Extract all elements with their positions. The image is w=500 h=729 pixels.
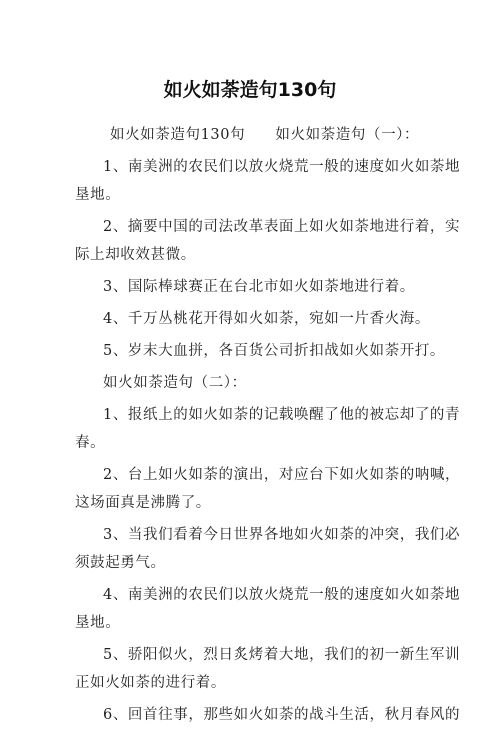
- paragraph-11: [75, 701, 461, 729]
- paragraph-line: 5、岁末大血拼，各百货公司折扣战如火如荼开打。: [103, 343, 446, 359]
- paragraph-8: [75, 521, 461, 577]
- document-title: 如火如荼造句130句: [163, 79, 337, 101]
- paragraph-10: [75, 641, 461, 697]
- section-heading: 如火如荼造句（二）：: [103, 375, 247, 391]
- paragraph-3: [75, 273, 427, 301]
- paragraph-line: 垦地。: [75, 615, 121, 631]
- paragraph-line: 2、摘要中国的司法改革表面上如火如荼地进行着，实: [103, 219, 461, 235]
- paragraph-line: 这场面真是沸腾了。: [75, 495, 211, 511]
- paragraph-line: 春。: [75, 435, 106, 451]
- paragraph-2: [75, 213, 461, 269]
- paragraph-line: 3、当我们看着今日世界各地如火如荼的冲突，我们必: [103, 527, 461, 543]
- paragraph-4: [75, 305, 430, 333]
- paragraph-7: [75, 461, 461, 517]
- intro-line: 如火如荼造句130句 如火如荼造句（一）：: [110, 127, 420, 143]
- paragraph-6: [75, 401, 461, 457]
- paragraph-line: 1、南美洲的农民们以放火烧荒一般的速度如火如荼地: [103, 159, 461, 175]
- paragraph-1: [75, 153, 461, 209]
- paragraph-line: 3、国际棒球赛正在台北市如火如荼地进行着。: [103, 279, 415, 295]
- paragraph-line: 5、骄阳似火，烈日炙烤着大地，我们的初一新生军训: [103, 647, 461, 663]
- document-body: [75, 121, 461, 729]
- paragraph-line: 际上却收效甚微。: [75, 247, 196, 263]
- paragraph-line: 4、南美洲的农民们以放火烧荒一般的速度如火如荼地: [103, 587, 461, 603]
- paragraph-line: 2、台上如火如荼的演出，对应台下如火如荼的呐喊，: [103, 467, 461, 483]
- paragraph-line: 4、千万丛桃花开得如火如荼，宛如一片香火海。: [103, 311, 430, 327]
- paragraph-line: 须鼓起勇气。: [75, 555, 166, 571]
- paragraph-5: [75, 337, 446, 365]
- paragraph-line: 正如火如荼的进行着。: [75, 675, 226, 691]
- paragraph-line: 垦地。: [75, 187, 121, 203]
- paragraph-9: [75, 581, 461, 637]
- paragraph-line: 1、报纸上的如火如荼的记载唤醒了他的被忘却了的青: [103, 407, 461, 423]
- paragraph-line: 6、回首往事，那些如火如荼的战斗生活，秋月春风的: [103, 707, 461, 723]
